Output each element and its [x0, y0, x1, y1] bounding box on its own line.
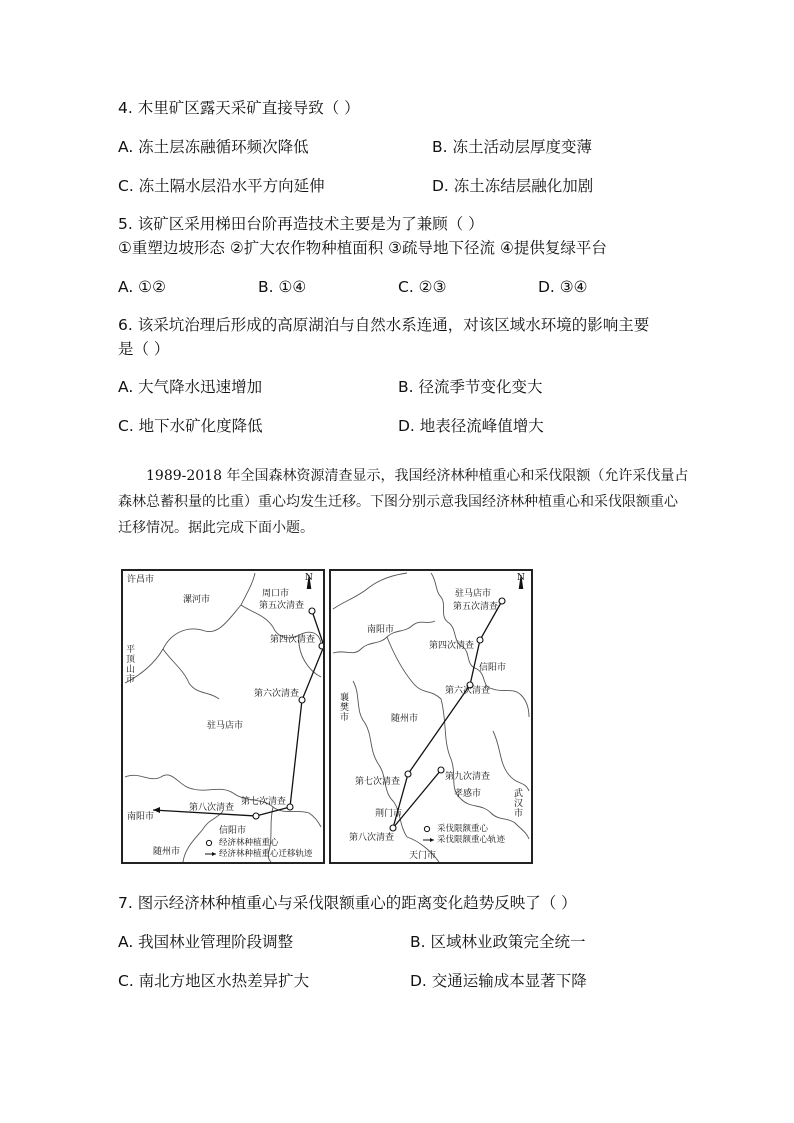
survey-7-label-right: 第七次清查 [355, 777, 401, 787]
city-luohe: 漯河市 [183, 595, 211, 605]
survey-6-label-right: 第六次清查 [445, 686, 491, 696]
north-arrow-label: N [305, 573, 313, 583]
legend-cutting-quota-center: 采伐限额重心 [437, 824, 489, 834]
q5-option-d[interactable]: D. ③④ [538, 278, 588, 296]
city-xuchang: 许昌市 [127, 575, 155, 585]
q5-statements: ①重塑边坡形态 ②扩大农作物种植面积 ③疏导地下径流 ④提供复绿平台 [118, 239, 607, 257]
q7-option-a[interactable]: A. 我国林业管理阶段调整 [118, 933, 294, 951]
city-nanyang: 南阳市 [127, 812, 155, 822]
survey-5-label: 第五次清查 [259, 601, 305, 611]
survey-8-label-right: 第八次清查 [349, 833, 395, 843]
q5-option-a[interactable]: A. ①② [118, 278, 166, 296]
city-xiaogan-right: 孝感市 [454, 789, 482, 799]
city-jingmen-right: 荆门市 [375, 809, 403, 819]
question-4-stem: 4. 木里矿区露天采矿直接导致（ ） [118, 99, 360, 117]
survey-6-label: 第六次清查 [254, 689, 300, 699]
city-pingdingshan: 平顶山市 [126, 645, 136, 685]
map-cutting-quota-center [329, 569, 533, 864]
city-suizhou-right: 随州市 [391, 714, 419, 724]
city-zhumadian: 驻马店市 [207, 721, 244, 731]
legend-economic-forest-track: 经济林种植重心迁移轨迹 [219, 849, 313, 859]
survey-7-label: 第七次清查 [241, 797, 287, 807]
q4-option-a[interactable]: A. 冻土层冻融循环频次降低 [118, 138, 309, 156]
survey-4-label: 第四次清查 [270, 635, 316, 645]
q5-option-b[interactable]: B. ①④ [258, 278, 307, 296]
city-tianmen-right: 天门市 [409, 851, 437, 861]
q6-option-b[interactable]: B. 径流季节变化变大 [398, 378, 543, 396]
map-right-drawing [331, 571, 531, 862]
q7-option-d[interactable]: D. 交通运输成本显著下降 [410, 972, 587, 990]
question-5-stem: 5. 该矿区采用梯田台阶再造技术主要是为了兼顾（ ） [118, 215, 484, 233]
city-xinyang-right: 信阳市 [479, 663, 507, 673]
q7-option-c[interactable]: C. 南北方地区水热差异扩大 [118, 972, 310, 990]
city-nanyang-right: 南阳市 [367, 625, 395, 635]
q6-option-d[interactable]: D. 地表径流峰值增大 [398, 417, 544, 435]
reading-passage: 1989-2018 年全国森林资源清查显示，我国经济林种植重心和采伐限额（允许采伐量占森林总蓄积量的比重）重心均发生迁移。下图分别示意我国经济林种植重心和采伐限额重心迁移情况。据此完成下面小题。 [118, 468, 689, 536]
map-economic-forest-center [121, 569, 325, 864]
question-6-stem-cont: 是（ ） [118, 340, 170, 358]
question-6-stem: 6. 该采坑治理后形成的高原湖泊与自然水系连通，对该区域水环境的影响主要 [118, 316, 650, 334]
question-7-stem: 7. 图示经济林种植重心与采伐限额重心的距离变化趋势反映了（ ） [118, 894, 577, 912]
legend-economic-forest-center: 经济林种植重心 [219, 838, 279, 848]
q5-option-c[interactable]: C. ②③ [398, 278, 447, 296]
legend-cutting-quota-track: 采伐限额重心轨迹 [437, 835, 506, 845]
city-suizhou: 随州市 [153, 847, 181, 857]
q4-option-c[interactable]: C. 冻土隔水层沿水平方向延伸 [118, 177, 325, 195]
q6-option-c[interactable]: C. 地下水矿化度降低 [118, 417, 263, 435]
city-zhumadian-right: 驻马店市 [455, 589, 492, 599]
q4-option-b[interactable]: B. 冻土活动层厚度变薄 [432, 138, 592, 156]
survey-5-label-right: 第五次清查 [453, 602, 499, 612]
q7-option-b[interactable]: B. 区域林业政策完全统一 [410, 933, 586, 951]
city-zhoukou: 周口市 [262, 589, 290, 599]
survey-4-label-right: 第四次清查 [429, 641, 475, 651]
north-arrow-label-right: N [517, 573, 525, 583]
q6-option-a[interactable]: A. 大气降水迅速增加 [118, 378, 263, 396]
survey-8-label: 第八次清查 [189, 803, 235, 813]
q4-option-d[interactable]: D. 冻土冻结层融化加剧 [432, 177, 594, 195]
city-wuhan-right: 武汉市 [514, 789, 524, 819]
survey-9-label-right: 第九次清查 [445, 772, 491, 782]
city-xinyang: 信阳市 [219, 826, 247, 836]
city-xiangyang-right: 襄樊市 [340, 693, 350, 723]
